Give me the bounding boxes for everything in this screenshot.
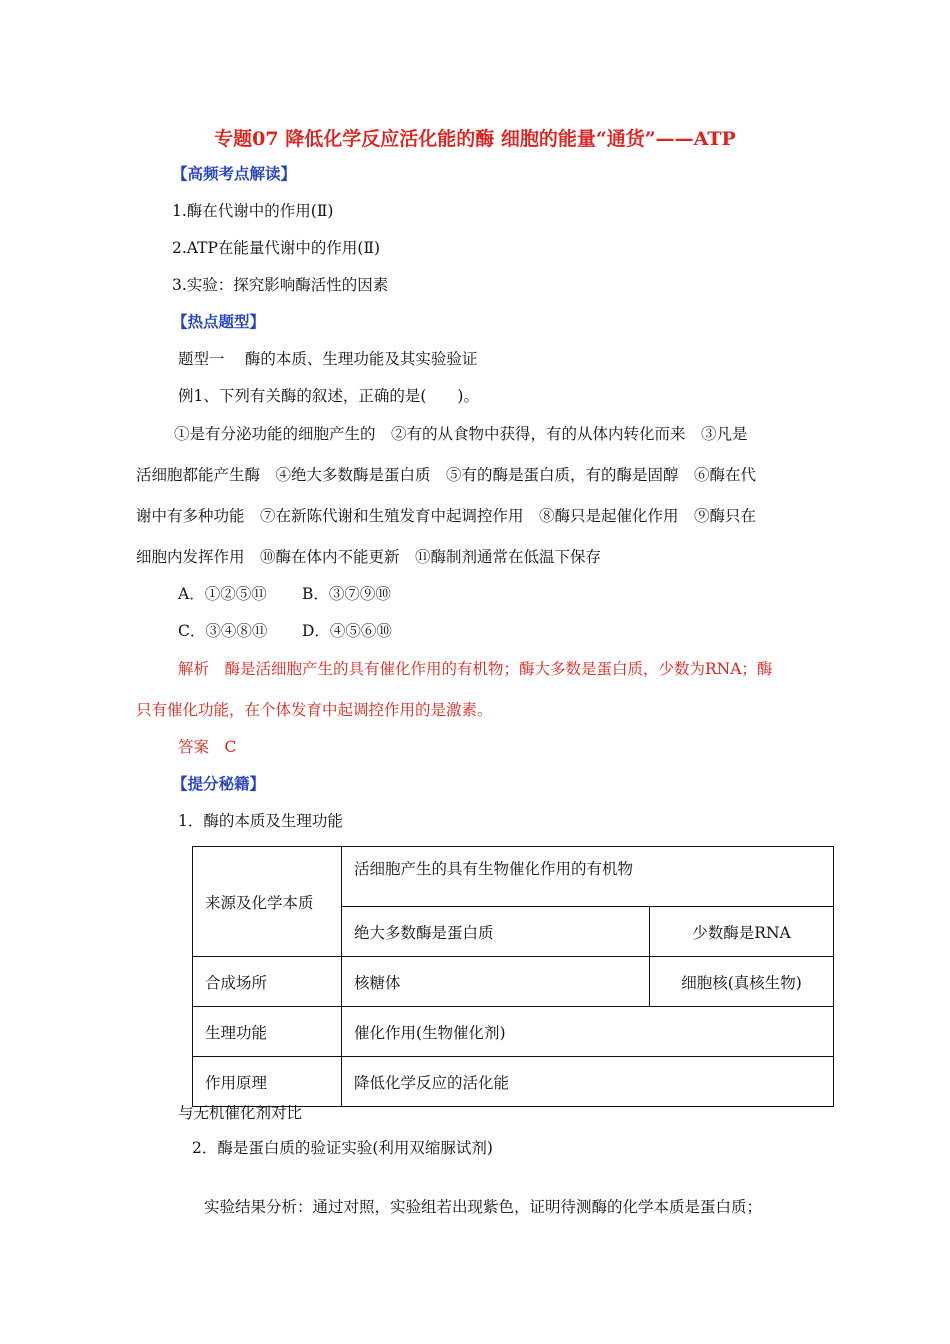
- answer: 答案 C: [178, 738, 237, 756]
- table-label-source: 来源及化学本质: [193, 847, 342, 957]
- example-line-4: 细胞内发挥作用 ⑩酶在体内不能更新 ⑪酶制剂通常在低温下保存: [136, 548, 602, 566]
- table-cell-function: 催化作用(生物催化剂): [342, 1007, 834, 1057]
- option-d: D．④⑤⑥⑩: [302, 622, 392, 640]
- kaodian-item-3: 3.实验：探究影响酶活性的因素: [172, 276, 389, 294]
- kaodian-item-2: 2.ATP在能量代谢中的作用(Ⅱ): [172, 239, 381, 257]
- table-label-function: 生理功能: [193, 1007, 342, 1057]
- analysis-line-2: 只有催化功能，在个体发育中起调控作用的是激素。: [136, 701, 493, 719]
- kaodian-item-1: 1.酶在代谢中的作用(Ⅱ): [172, 202, 334, 220]
- comparison-heading: 与无机催化剂对比: [178, 1104, 303, 1122]
- table-cell-source-definition: 活细胞产生的具有生物催化作用的有机物: [342, 847, 834, 907]
- example-line-1: ①是有分泌功能的细胞产生的 ②有的从食物中获得，有的从体内转化而来 ③凡是: [174, 425, 748, 443]
- table-label-principle: 作用原理: [193, 1057, 342, 1107]
- table-cell-ribosome: 核糖体: [342, 957, 650, 1007]
- section-header-kaodian: 【高频考点解读】: [172, 164, 297, 183]
- option-a: A．①②⑤⑪: [178, 585, 267, 603]
- example-line-2: 活细胞都能产生酶 ④绝大多数酶是蛋白质 ⑤有的酶是蛋白质，有的酶是固醇 ⑥酶在代: [136, 466, 757, 484]
- table-label-synthesis: 合成场所: [193, 957, 342, 1007]
- example-stem: 例1、下列有关酶的叙述，正确的是( )。: [178, 387, 479, 405]
- analysis-line-1: 解析 酶是活细胞产生的具有催化作用的有机物；酶大多数是蛋白质，少数为RNA；酶: [178, 660, 773, 678]
- table-cell-rna: 少数酶是RNA: [650, 907, 834, 957]
- option-b: B．③⑦⑨⑩: [302, 585, 391, 603]
- table-cell-nucleus: 细胞核(真核生物): [650, 957, 834, 1007]
- section-header-redian: 【热点题型】: [172, 312, 266, 331]
- point-1: 1．酶的本质及生理功能: [178, 812, 343, 830]
- option-c: C．③④⑧⑪: [178, 622, 268, 640]
- table-cell-protein: 绝大多数酶是蛋白质: [342, 907, 650, 957]
- page-title: 专题07 降低化学反应活化能的酶 细胞的能量“通货”——ATP: [214, 128, 736, 150]
- result-analysis: 实验结果分析：通过对照，实验组若出现紫色，证明待测酶的化学本质是蛋白质；: [204, 1198, 763, 1216]
- point-2: 2．酶是蛋白质的验证实验(利用双缩脲试剂): [192, 1139, 493, 1157]
- example-line-3: 谢中有多种功能 ⑦在新陈代谢和生殖发育中起调控作用 ⑧酶只是起催化作用 ⑨酶只在: [136, 507, 757, 525]
- section-header-tifen: 【提分秘籍】: [172, 774, 266, 793]
- enzyme-info-table: [192, 846, 834, 1107]
- table-cell-principle: 降低化学反应的活化能: [342, 1057, 834, 1107]
- question-type: 题型一 酶的本质、生理功能及其实验验证: [178, 350, 478, 368]
